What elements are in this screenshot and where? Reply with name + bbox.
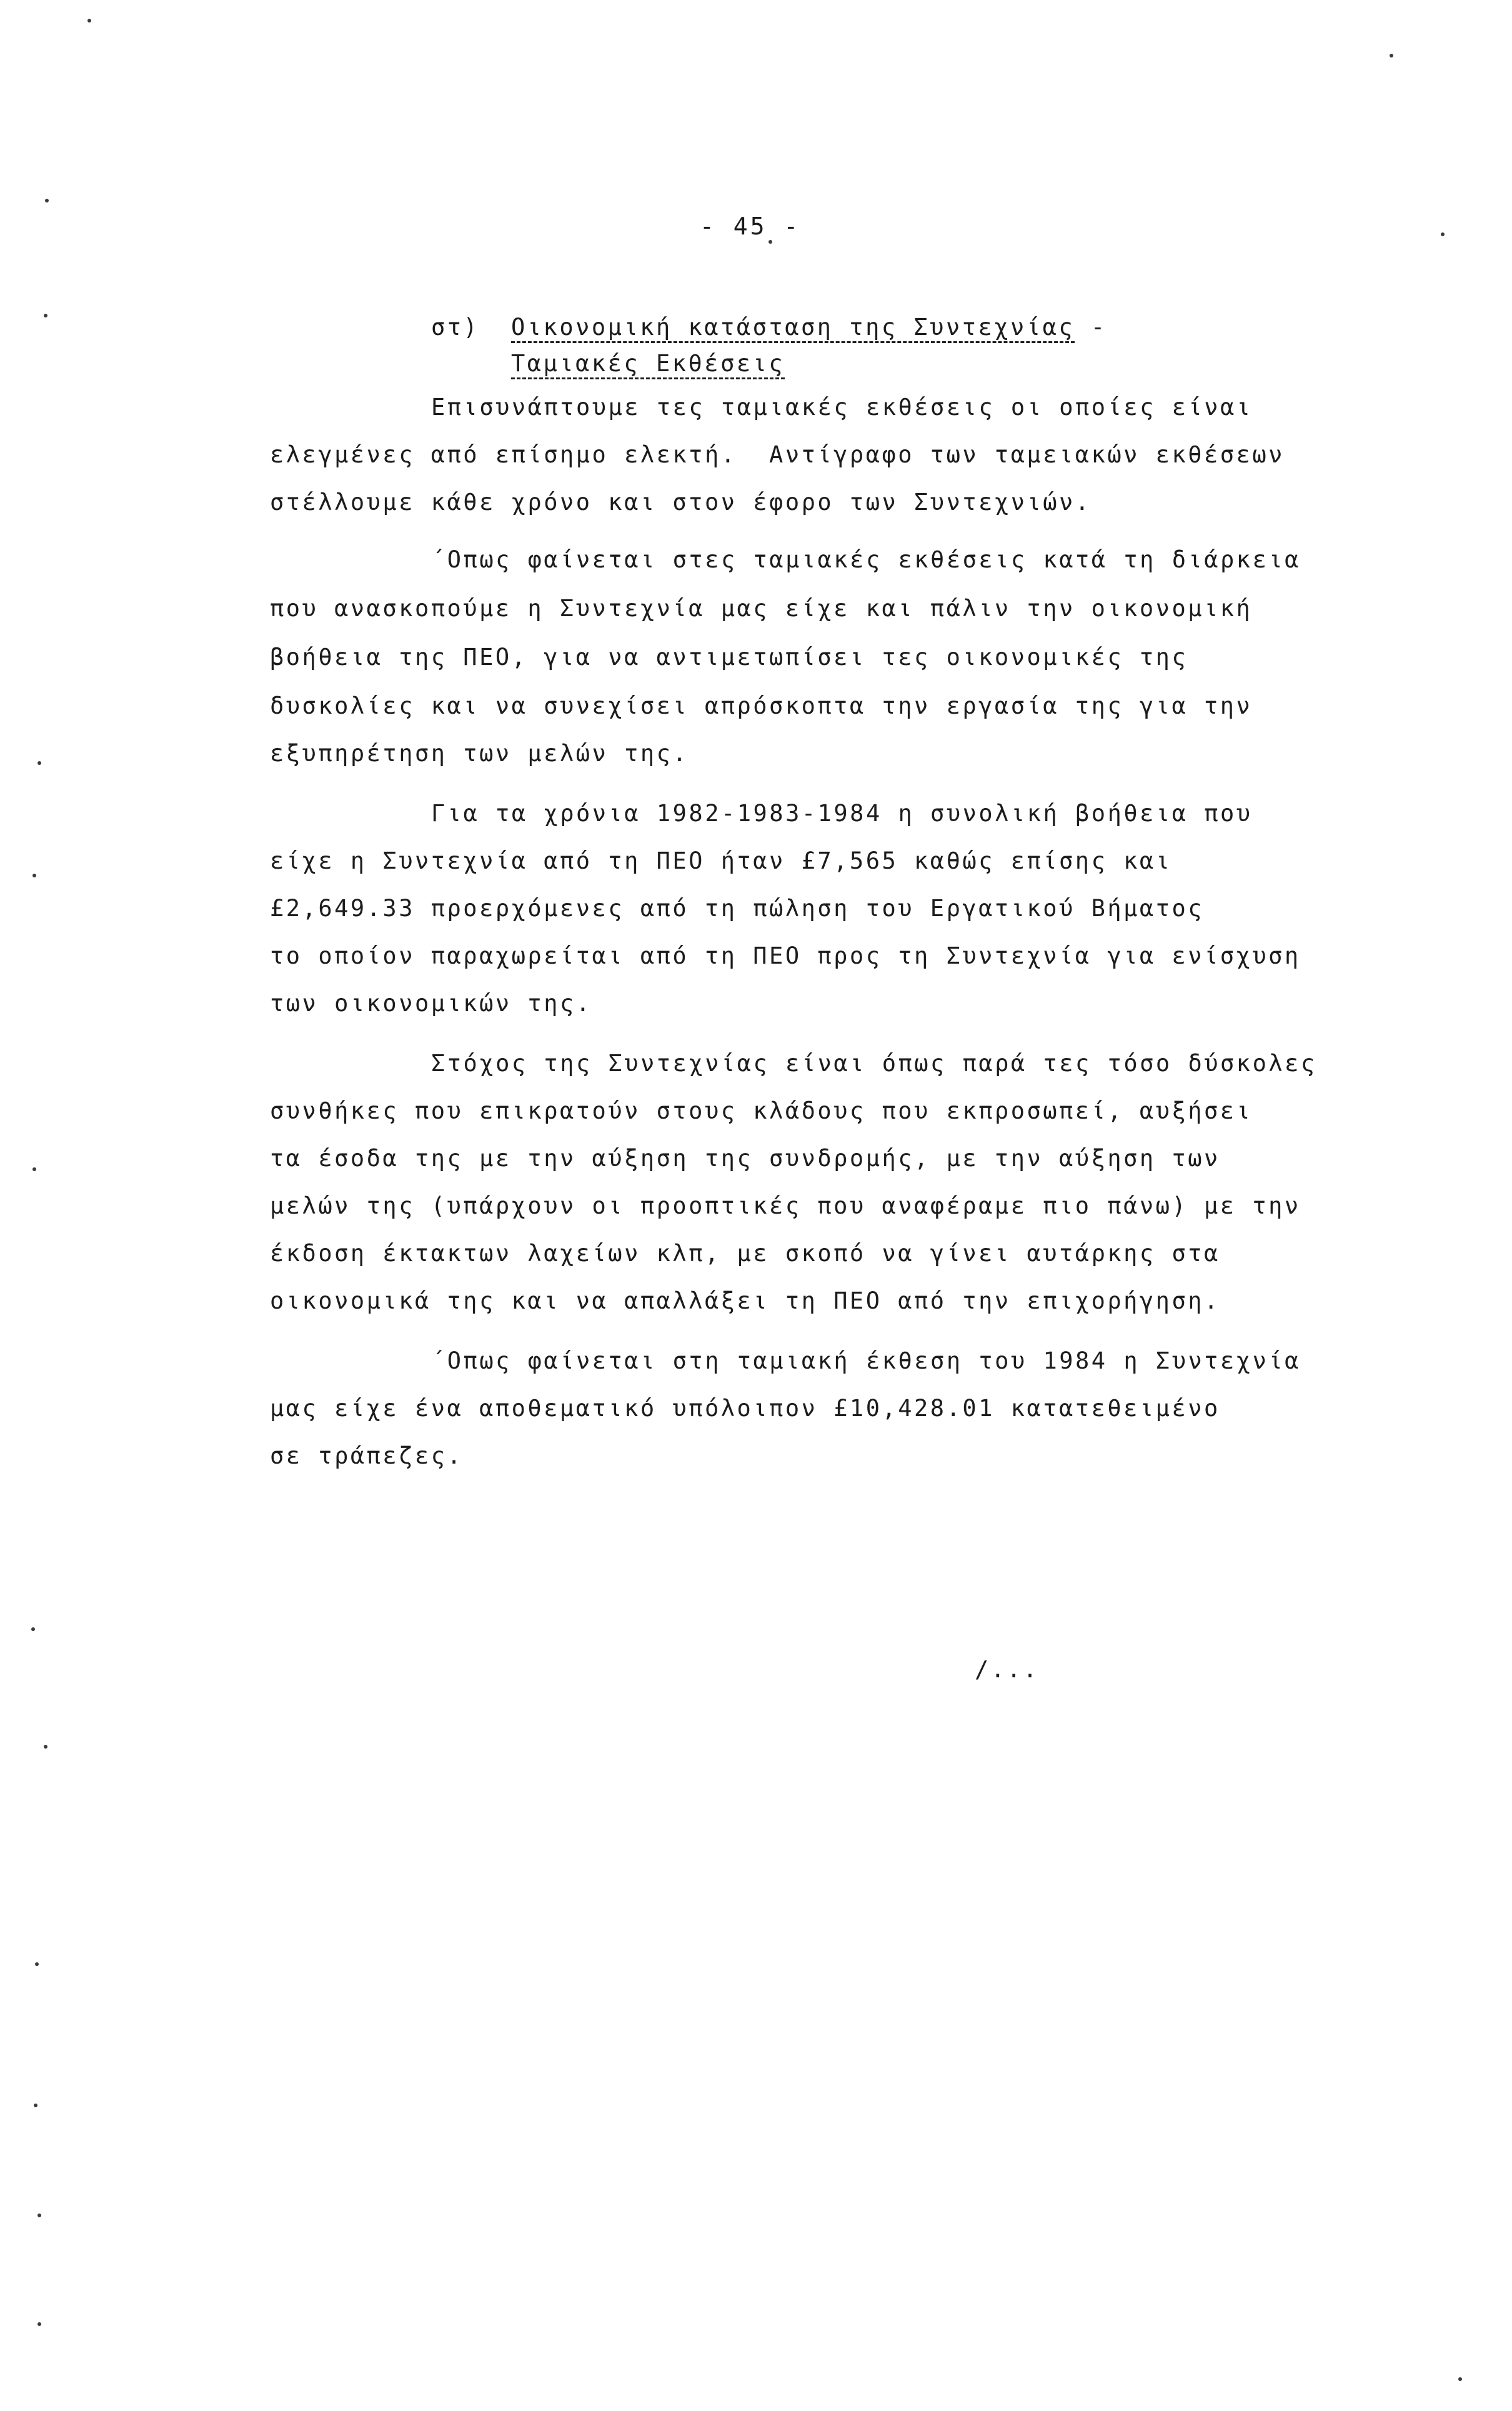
scan-speck [37,2322,41,2326]
section-heading-line-1 [511,314,1107,341]
body-line: συνθήκες που επικρατούν στους κλάδους που εκπροσωπεί, αυξήσει [270,1097,1253,1124]
section-heading-title-2: Ταμιακές Εκθέσεις [511,350,785,377]
scan-speck [45,199,49,202]
scan-speck [32,874,36,877]
scan-speck [31,1627,35,1631]
body-line: εξυπηρέτηση των μελών της. [270,740,689,767]
page-number: - 45 - [700,212,801,240]
body-line: ελεγμένες από επίσημο ελεκτή. Αντίγραφο των ταμειακών εκθέσεων [270,441,1285,468]
scan-speck [1458,2377,1462,2381]
scan-speck [44,314,47,317]
scan-speck [44,1745,47,1749]
scan-speck [37,761,41,765]
body-line: οικονομικά της και να απαλλάξει τη ΠΕΟ από την επιχορήγηση. [270,1287,1220,1314]
body-line: μας είχε ένα αποθεματικό υπόλοιπον £10,428.01 κατατεθειμένο [270,1395,1220,1422]
body-line: είχε η Συντεχνία από τη ΠΕΟ ήταν £7,565 καθώς επίσης και [270,847,1172,874]
body-line: μελών της (υπάρχουν οι προοπτικές που αναφέραμε πιο πάνω) με την [270,1192,1301,1219]
body-line: σε τράπεζες. [270,1442,464,1469]
scan-speck [37,2214,41,2217]
scan-speck [768,240,772,244]
scan-speck [32,1167,36,1171]
section-heading-line-2 [511,350,785,377]
section-heading-prefix: στ) [431,314,480,341]
body-line: Για τα χρόνια 1982-1983-1984 η συνολική βοήθεια που [431,800,1253,827]
body-line: £2,649.33 προερχόμενες από τη πώληση του Εργατικού Βήματος [270,895,1205,922]
scan-speck [1441,232,1445,236]
body-line: ΄Οπως φαίνεται στες ταμιακές εκθέσεις κατά τη διάρκεια [431,546,1301,573]
body-line: Επισυνάπτουμε τες ταμιακές εκθέσεις οι οποίες είναι [431,394,1253,421]
scan-speck [34,2104,37,2107]
scan-speck [87,19,91,22]
body-line: το οποίον παραχωρείται από τη ΠΕΟ προς τη Συντεχνία για ενίσχυση [270,942,1301,969]
body-line: έκδοση έκτακτων λαχείων κλπ, με σκοπό να γίνει αυτάρκης στα [270,1240,1220,1267]
section-heading-title-1: Οικονομική κατάσταση της Συντεχνίας [511,314,1075,341]
body-line: στέλλουμε κάθε χρόνο και στον έφορο των Συντεχνιών. [270,489,1092,516]
scan-speck [1390,54,1393,57]
body-line: Στόχος της Συντεχνίας είναι όπως παρά τες τόσο δύσκολες [431,1050,1317,1077]
body-line: που ανασκοπούμε η Συντεχνία μας είχε και πάλιν την οικονομική [270,595,1253,622]
body-line: τα έσοδα της με την αύξηση της συνδρομής, με την αύξηση των [270,1145,1220,1172]
scan-speck [35,1962,39,1966]
body-line: δυσκολίες και να συνεχίσει απρόσκοπτα την εργασία της για την [270,692,1253,719]
body-line: των οικονομικών της. [270,990,592,1017]
continuation-mark: /... [975,1656,1040,1683]
body-line: ΄Οπως φαίνεται στη ταμιακή έκθεση του 1984 η Συντεχνία [431,1347,1301,1374]
body-line: βοήθεια της ΠΕΟ, για να αντιμετωπίσει τες οικονομικές της [270,644,1188,671]
section-heading-dash: - [1075,314,1107,341]
